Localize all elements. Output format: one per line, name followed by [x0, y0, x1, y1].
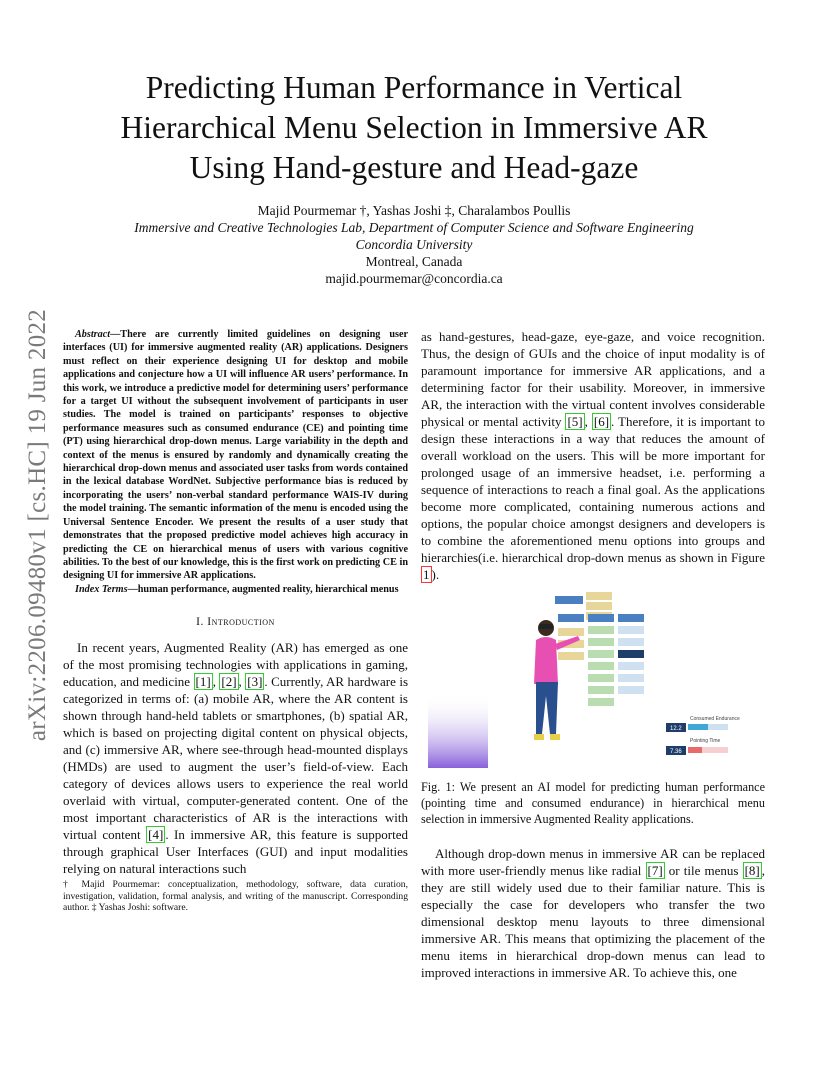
menu-column-4 [618, 614, 644, 694]
right-column [421, 328, 765, 583]
menu-column-2 [558, 614, 584, 660]
paragraph-dropdown-menus [421, 845, 765, 981]
abstract [63, 328, 408, 583]
consumed-endurance-value: 12.2 [670, 726, 682, 732]
figure-reference-link[interactable]: 1 [423, 567, 430, 582]
gradient-backdrop [428, 694, 488, 768]
section-number: I. [196, 616, 204, 629]
figure-illustration [428, 584, 764, 768]
citation-link[interactable]: [4] [148, 827, 164, 843]
intro-text: as hand-gestures, head-gaze, eye-gaze, and voice recognition. Thus, the design of GUIs and the choice of input modality is of paramount importance for immersive AR applications, and a determining factor for their usability. Moreover, in immersive AR, the interaction with the virtual content involves considerable physical or mental activity [421, 329, 765, 429]
consumed-endurance-label: Consumed Endurance [690, 716, 740, 722]
section-heading-introduction [63, 614, 408, 631]
citation-link[interactable]: [1] [195, 674, 211, 690]
arxiv-identifier [8, 290, 68, 760]
paper-title: Predicting Human Performance in Vertical Hierarchical Menu Selection in Immersive AR Using Hand-gesture and Head-gaze [120, 70, 708, 185]
intro-text: ). [431, 567, 440, 582]
citation-link[interactable]: [7] [647, 863, 663, 878]
section-title: Introduction [207, 616, 275, 629]
footnote: † Majid Pourmemar: conceptualization, methodology, software, data curation, investigation, validation, formal analysis, and writing of the manuscript. Corresponding author. ‡ Yashas Joshi: software. [63, 879, 408, 914]
metrics-panel [666, 716, 740, 755]
pointing-time-value: 7.36 [670, 749, 682, 755]
separator: , [212, 674, 220, 690]
user-figure [534, 620, 580, 740]
citation-link[interactable]: [3] [247, 674, 263, 690]
author-block [80, 202, 748, 287]
index-terms [63, 583, 408, 596]
right-column-paragraph-3 [421, 845, 765, 981]
author-email: majid.pourmemar@concordia.ca [325, 271, 503, 286]
abstract-text: —There are currently limited guidelines on designing user interfaces (UI) for immersive augmented reality (AR) applications. Designers must reflect on their experience designing UI for desktop and mobile applications and conjecture how a UI will influence AR users’ performance. In this work, we introduce a predictive model for determining users’ performance for a target UI without the subsequent involvement of participants in user studies. The model is trained on participants’ responses to objective performance measures such as consumed endurance (CE) and pointing time (PT) using hierarchical drop-down menus. Large variability in the depth and context of the menus is ensured by randomly and dynamically creating the hierarchical drop-down menus and associated user tasks from words contained in the lexical database WordNet. Subjective performance bias is reduced by incorporating the users’ non-verbal standard performance WAIS-IV during the model training. The semantic information of the menu is encoded using the Universal Sentence Encoder. We present the results of a user study that demonstrates that the proposed predictive model achieves high accuracy in predicting the CE on hierarchical menus of users with various cognitive abilities. To the best of our knowledge, this is the first work on predicting CE in designing UI for immersive AR applications. [63, 329, 408, 582]
separator: , [584, 414, 592, 429]
body-text: or tile menus [664, 863, 743, 878]
citation-link[interactable]: [8] [744, 863, 760, 878]
pointing-time-label: Pointing Time [690, 738, 721, 744]
citation-link[interactable]: [6] [593, 414, 610, 429]
author-affiliation: Immersive and Creative Technologies Lab, Department of Computer Science and Software Engineering [134, 220, 694, 235]
figure-caption: Fig. 1: We present an AI model for predicting human performance (pointing time and consumed endurance) in hierarchical menu selection in immersive Augmented Reality applications. [421, 780, 765, 826]
intro-text: . Currently, AR hardware is categorized in terms of: (a) mobile AR, where the AR content is shown through hand-held tablets or smartphones, (b) spatial AR, which is based on projecting digital content on physical objects, and (c) immersive AR, where see-through head-mounted displays (HMDs) are used to augment the user’s field-of-view. Each category of devices allows users to experience the real world overlaid with virtual, computer-generated content. One of the most important characteristics of AR is the interactions with virtual content [63, 674, 408, 843]
figure-1 [428, 584, 764, 768]
body-text: , they are still widely used due to their familiar nature. This is especially the case for developers who transfer the two dimensional desktop menu layouts to three dimensional immersive AR. This means that optimizing the placement of the menu items in hierarchical drop-down menus can lead to improved interactions in immersive AR. To achieve this, one [421, 863, 765, 980]
intro-paragraph-1 [63, 639, 408, 877]
menu-column-3 [588, 614, 614, 706]
intro-paragraph-2 [421, 328, 765, 583]
index-terms-text: —human performance, augmented reality, hierarchical menus [127, 583, 399, 595]
intro-text: . Therefore, it is important to design these interactions in a way that reduces the amount of overall workload on the users. This will be more important for prolonged usage of an immersive headset, i.e. performing a sequence of interactions to reach a final goal. As the applications become more complicated, containing numerous actions and options, the popular choice amongst designers and developers is to combine the aforementioned menu options into groups and hierarchies(i.e. hierarchical drop-down menus as shown in Figure [421, 414, 766, 565]
left-column [63, 328, 408, 914]
body-text: Although drop-down menus in immersive AR can be replaced with more user-friendly menus like radial [421, 846, 765, 878]
author-location: Montreal, Canada [365, 254, 463, 269]
intro-text: In recent years, Augmented Reality (AR) has emerged as one of the most promising technologies with applications in gaming, education, and medicine [63, 640, 408, 690]
citation-link[interactable]: [2] [221, 674, 237, 690]
author-names: Majid Pourmemar †, Yashas Joshi ‡, Charalambos Poullis [257, 203, 571, 218]
separator: , [238, 674, 246, 690]
intro-text: . In immersive AR, this feature is supported through graphical User Interfaces (GUI) and input modalities relying on natural interactions such [63, 827, 408, 877]
citation-link[interactable]: [5] [567, 414, 583, 429]
abstract-label: Abstract [75, 329, 111, 340]
index-terms-label: Index Terms [75, 583, 128, 595]
author-university: Concordia University [355, 237, 473, 252]
arxiv-id-text: arXiv:2206.09480v1 [cs.HC] 19 Jun 2022 [24, 308, 51, 742]
